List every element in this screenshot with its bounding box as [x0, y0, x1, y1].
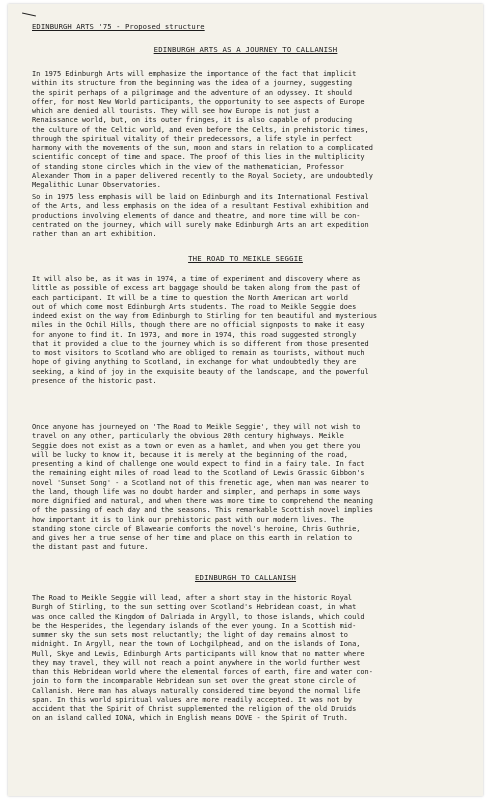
document-page — [8, 4, 483, 796]
section-heading-road-to-meikle-seggie: THE ROAD TO MEIKLE SEGGIE — [188, 254, 303, 263]
document-header — [32, 22, 205, 31]
paragraph-journey-1975: So in 1975 less emphasis will be laid on Edinburgh and its International Festival of the Arts, and less emphasis on the idea of a resultant Festival exhibition and productions involving elements of dance and theatre, and more time will be con- centrated on the journey, which will surely make Edinburgh Arts an art expedition rather than an art exhibition. — [32, 193, 369, 238]
section-heading-edinburgh-to-callanish: EDINBURGH TO CALLANISH — [194, 573, 297, 582]
paragraph-meikle-seggie-journey: Once anyone has journeyed on 'The Road to Meikle Seggie', they will not wish to travel on any other, particularly the obvious 20th century highways. Meikle Seggie does not exist as a town or even as a hamlet, and when you get there you will be lucky to know it, because it is merely at the beginning of the road, presenting a kind of challenge one would expect to find in a fairy tale. In fact the remaining eight miles of road lead to the Scotland of Lewis Grassic Gibbon's novel 'Sunset Song' - a Scotland not of this frenetic age, when man was nearer to the land, though life was no doubt harder and simpler, and perhaps in some ways more dignified and natural, and when there was more time to comprehend the meaning of the passing of each day and the seasons. This remarkable Scottish novel implies how important it is to link our prehistoric past with our modern lives. The standing stone circle of Blawearie comforts the novel's heroine, Chris Guthrie, and gives her a true sense of her time and place on this earth in relation to the distant past and future. — [32, 423, 373, 552]
pen-mark — [22, 13, 36, 17]
paragraph-edinburgh-to-callanish: The Road to Meikle Seggie will lead, after a short stay in the historic Royal Burgh of Stirling, to the sun setting over Scotland's Hebridean coast, in what was once called the Kingdom of Dalriada in Argyll, to those islands, which could be the Hesperides, the legendary islands of the ever young. In a Scottish mid- summer sky the sun sets most reluctantly; the light of day remains almost to midnight. In Argyll, near the town of Lochgilphead, and on the islands of Iona, Mull, Skye and Lewis, Edinburgh Arts participants will know that no matter where they may travel, they will not reach a point anywhere in the world further west than this Hebridean world where the elemental forces of earth, fire and water con- join to form the incomparable Hebridean sun set over the great stone circle of Callanish. Here man has always naturally considered time beyond the normal life span. In this world spiritual values are more readily accepted. It was not by accident that the Spirit of Christ supplemented the religion of the old Druids on an island called IONA, which in English means DOVE - the Spirit of Truth. — [32, 594, 373, 723]
document-header-title: EDINBURGH ARTS '75 - Proposed structure — [32, 22, 205, 31]
paragraph-meikle-seggie-experiment: It will also be, as it was in 1974, a time of experiment and discovery where as little as possible of excess art baggage should be taken along from the past of each participant. It will be a time to question the North American art world out of which come most Edinburgh Arts students. The road to Meikle Seggie does indeed exist on the way from Edinburgh to Stirling for ten beautiful and mysterious miles in the Ochil Hills, though there are no official signposts to make it easy for anyone to find it. In 1973, and more in 1974, this road suggested strongly that it provided a clue to the journey which is so different from those presented to most visitors to Scotland who are obliged to remain as tourists, without much hope of giving anything to Scotland, in exchange for what undoubtedly they are seeking, a kind of joy in the exquisite beauty of the landscape, and the powerful presence of the historic past. — [32, 275, 378, 385]
section-heading-journey-to-callanish: EDINBURGH ARTS AS A JOURNEY TO CALLANISH — [153, 45, 338, 54]
paragraph-journey-intro: In 1975 Edinburgh Arts will emphasize the importance of the fact that implicit within its structure from the beginning was the idea of a journey, suggesting the spirit perhaps of a pilgrimage and the adventure of an odyssey. It should offer, for most New World participants, the opportunity to see aspects of Europe which are denied all tourists. They will see how Europe is not just a Renaissance world, but, on its outer fringes, it is also capable of producing the culture of the Celtic world, and even before the Celts, in prehistoric times, through the spiritual vitality of their predecessors, a life style in perfect harmony with the movements of the sun, moon and stars in relation to a complicated scientific concept of time and space. The proof of this lies in the multiplicity of standing stone circles which in the view of the mathematician, Professor Alexander Thom in a paper delivered recently to the Royal Society, are undoubtedly Megalithic Lunar Observatories. — [32, 70, 373, 189]
